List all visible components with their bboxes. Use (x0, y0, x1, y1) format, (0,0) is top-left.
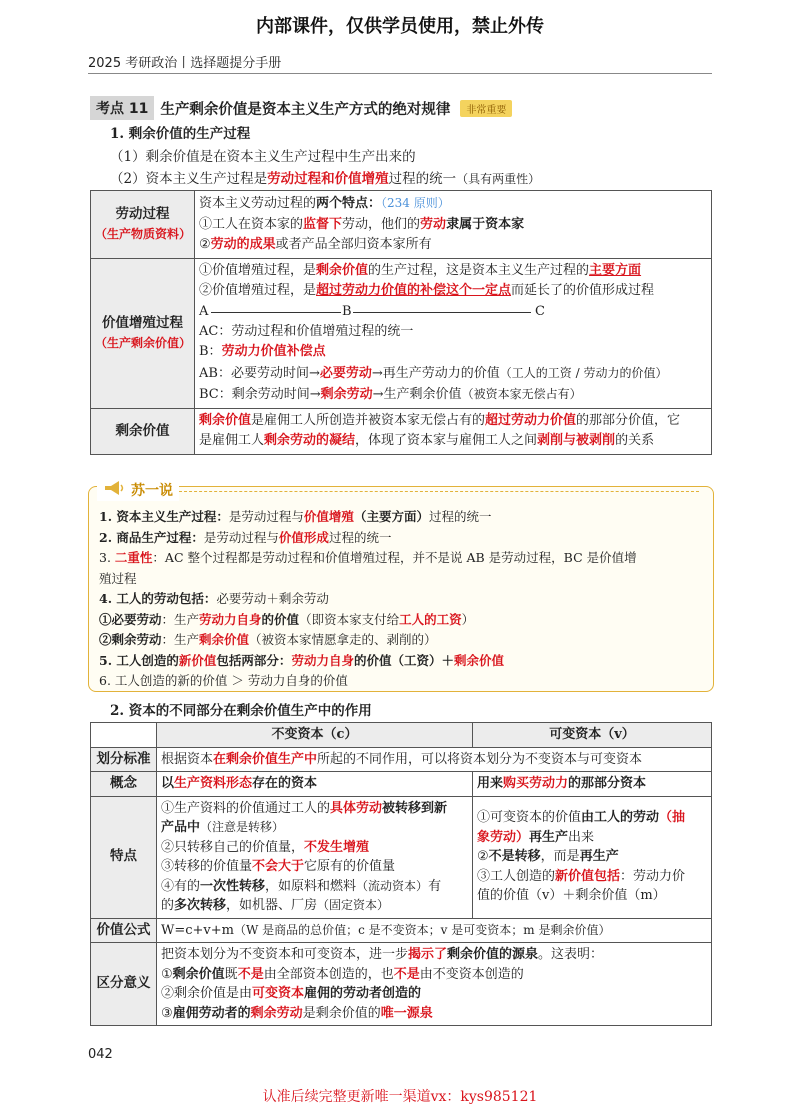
tip-box (88, 483, 714, 692)
page-header-subtitle: 2025 考研政治丨选择题提分手册 (88, 56, 282, 71)
table-row (91, 918, 712, 943)
tip-box-title: 苏一说 (131, 483, 173, 499)
concept-constant: 以生产资料形态存在的资本 (157, 772, 473, 797)
page-header-title: 内部课件，仅供学员使用，禁止外传 (256, 16, 544, 37)
megaphone-icon (103, 479, 125, 501)
table-row (91, 191, 712, 259)
kaodian-tag: 考点 11 (90, 96, 154, 120)
tip-item: 殖过程 (99, 570, 137, 586)
ac-timeline-rule (211, 312, 531, 313)
concept-variable: 用来购买劳动力的那部分资本 (473, 772, 712, 797)
formula-content: W=c+v+m（W 是商品的总价值；c 是不变资本；v 是可变资本；m 是剩余价值） (157, 918, 712, 943)
table-row (91, 747, 712, 772)
header-empty-cell (91, 723, 157, 748)
page-number: 042 (88, 1047, 113, 1062)
header-constant-capital: 不变资本（c） (157, 723, 473, 748)
table-row (91, 772, 712, 797)
table-header-row (91, 723, 712, 748)
criterion-content: 根据资本在剩余价值生产中所起的不同作用，可以将资本划分为不变资本与可变资本 (157, 747, 712, 772)
row-label-labor-process: 劳动过程 （生产物质资料） (91, 191, 195, 259)
tip-box-dash (179, 491, 699, 492)
importance-badge: 非常重要 (460, 100, 512, 117)
row-label-surplus-value: 剩余价值 (91, 408, 195, 454)
row-label-valorization-process: 价值增殖过程 （生产剩余价值） (91, 258, 195, 408)
footer-notice: 认准后续完整更新唯一渠道vx：kys985121 (262, 1089, 538, 1105)
row-label-formula: 价值公式 (91, 918, 157, 943)
point-b-label: B (341, 302, 353, 323)
tip-item: ①必要劳动：生产劳动力自身的价值（即资本家支付给工人的工资） (99, 611, 475, 627)
ac-timeline (199, 302, 707, 322)
valorization-process-content: ①价值增殖过程，是剩余价值的生产过程，这是资本主义生产过程的主要方面 ②价值增殖过程，是超过劳动力价值的补偿这个一定点而延长了的价值形成过程 A B C AC：劳动过程和价值增殖过程的统一 B：劳动力价值补偿点 AB：必要劳动时间→必要劳动→再生产劳动力的价值（工人的工资 / 劳动力的价值） BC：剩余劳动时间→剩余劳动→生产剩余价值（被资本家无偿占有） (195, 258, 712, 408)
tip-item: 2. 商品生产过程：是劳动过程与价值形成过程的统一 (99, 529, 392, 545)
header-divider (88, 73, 712, 74)
table-row (91, 408, 712, 454)
kaodian-title: 生产剩余价值是资本主义生产方式的绝对规律 (160, 100, 451, 118)
production-process-table (90, 190, 712, 455)
capital-comparison-table (90, 722, 712, 1026)
header-variable-capital: 可变资本（v） (473, 723, 712, 748)
row-label-criterion: 划分标准 (91, 747, 157, 772)
section1-line2: （2）资本主义生产过程是劳动过程和价值增殖过程的统一（具有两重性） (110, 171, 541, 187)
table-row (91, 258, 712, 408)
tip-item: 3. 二重性：AC 整个过程都是劳动过程和价值增殖过程，并不是说 AB 是劳动过程，BC 是价值增 (99, 550, 637, 565)
point-a-label: A (199, 303, 209, 319)
table-row (91, 943, 712, 1026)
surplus-value-content: 剩余价值是雇佣工人所创造并被资本家无偿占有的超过劳动力价值的那部分价值，它 是雇佣工人剩余劳动的凝结，体现了资本家与雇佣工人之间剥削与被剥削的关系 (195, 408, 712, 454)
tip-item: 1. 资本主义生产过程：是劳动过程与价值增殖（主要方面）过程的统一 (99, 509, 492, 524)
tip-item: 4. 工人的劳动包括：必要劳动＋剩余劳动 (99, 591, 329, 606)
features-constant: ①生产资料的价值通过工人的具体劳动被转移到新 产品中（注意是转移） ②只转移自己的价值量，不发生增殖 ③转移的价值量不会大于它原有的价值量 ④有的一次性转移，如原料和燃料（流动资本）有 的多次转移，如机器、厂房（固定资本） (157, 796, 473, 918)
table-row (91, 796, 712, 918)
section1-line1: （1）剩余价值是在资本主义生产过程中生产出来的 (110, 149, 416, 165)
section1-heading: 1. 剩余价值的生产过程 (110, 126, 251, 142)
row-label-concept: 概念 (91, 772, 157, 797)
tip-item: ②剩余劳动：生产剩余价值（被资本家情愿拿走的、剥削的） (99, 632, 437, 647)
point-c-label: C (535, 303, 545, 319)
row-label-features: 特点 (91, 796, 157, 918)
significance-content: 把资本划分为不变资本和可变资本，进一步揭示了剩余价值的源泉。这表明： ①剩余价值既不是由全部资本创造的，也不是由不变资本创造的 ②剩余价值是由可变资本雇佣的劳动者创造的 ③雇佣劳动者的剩余劳动是剩余价值的唯一源泉 (157, 943, 712, 1026)
kaodian-heading (90, 96, 512, 120)
row-label-significance: 区分意义 (91, 943, 157, 1026)
section2-heading: 2. 资本的不同部分在剩余价值生产中的作用 (110, 703, 372, 719)
tip-item: 5. 工人创造的新价值包括两部分：劳动力自身的价值（工资）＋剩余价值 (99, 652, 504, 668)
features-variable: ①可变资本的价值由工人的劳动（抽 象劳动）再生产出来 ②不是转移，而是再生产 ③工人创造的新价值包括：劳动力价 值的价值（v）＋剩余价值（m） (473, 796, 712, 918)
tip-box-header (97, 479, 179, 501)
labor-process-content: 资本主义劳动过程的两个特点：（234 原则） ①工人在资本家的监督下劳动，他们的劳动隶属于资本家 ②劳动的成果或者产品全部归资本家所有 (195, 191, 712, 259)
tip-item: 6. 工人创造的新的价值 ＞ 劳动力自身的价值 (99, 673, 348, 688)
